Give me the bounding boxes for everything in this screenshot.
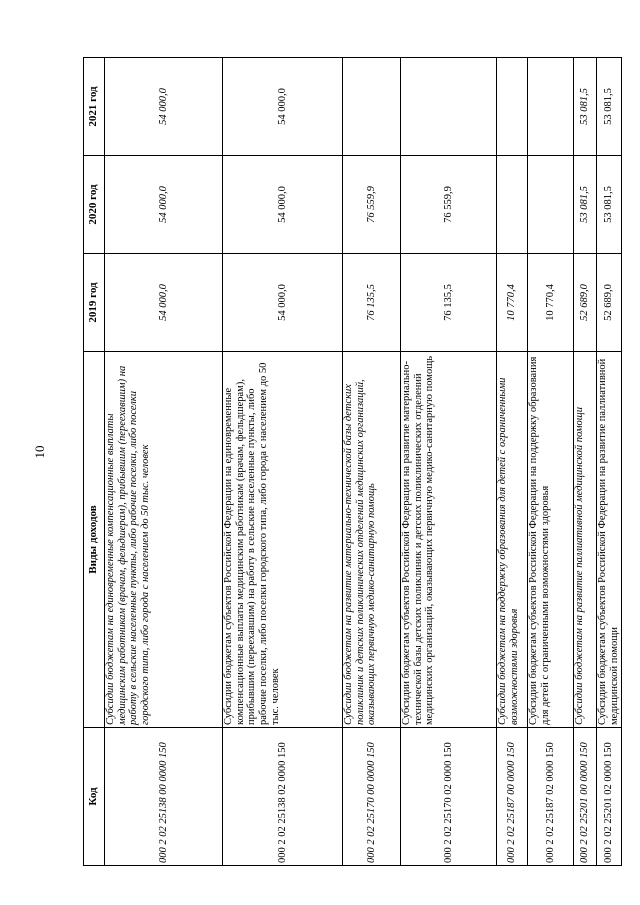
value-2021-cell: 53 081,5 [597, 58, 622, 156]
value-2021-cell: 54 000,0 [105, 58, 223, 156]
table-row [223, 58, 343, 866]
header-code: Код [84, 728, 105, 866]
revenue-table [83, 57, 622, 866]
code-cell: 000 2 02 25170 02 0000 150 [401, 728, 497, 866]
value-2021-cell: 53 081,5 [574, 58, 597, 156]
table-row [401, 58, 497, 866]
table-row [597, 58, 622, 866]
value-2020-cell: 53 081,5 [597, 156, 622, 254]
code-cell: 000 2 02 25187 00 0000 150 [497, 728, 528, 866]
description-cell: Субсидии бюджетам субъектов Российской Федерации на развитие материально-технической базы детских поликлиник и детских поликлинических отделений медицинских организаций, оказывающих первичную медико-санитарную помощь [401, 352, 497, 728]
value-2020-cell: 76 559,9 [343, 156, 401, 254]
code-cell: 000 2 02 25201 00 0000 150 [574, 728, 597, 866]
table-row [574, 58, 597, 866]
table-row [343, 58, 401, 866]
table-header-row [84, 58, 105, 866]
value-2019-cell: 76 135,5 [343, 254, 401, 352]
header-2021: 2021 год [84, 58, 105, 156]
table-row [497, 58, 528, 866]
value-2020-cell [497, 156, 528, 254]
value-2021-cell [401, 58, 497, 156]
rotated-table-container [83, 58, 620, 866]
value-2019-cell: 76 135,5 [401, 254, 497, 352]
table-row [105, 58, 223, 866]
value-2019-cell: 52 689,0 [574, 254, 597, 352]
value-2019-cell: 10 770,4 [528, 254, 574, 352]
value-2021-cell [528, 58, 574, 156]
value-2020-cell: 53 081,5 [574, 156, 597, 254]
value-2019-cell: 10 770,4 [497, 254, 528, 352]
value-2020-cell [528, 156, 574, 254]
header-2020: 2020 год [84, 156, 105, 254]
value-2019-cell: 52 689,0 [597, 254, 622, 352]
value-2021-cell: 54 000,0 [223, 58, 343, 156]
code-cell: 000 2 02 25138 02 0000 150 [223, 728, 343, 866]
code-cell: 000 2 02 25187 02 0000 150 [528, 728, 574, 866]
value-2020-cell: 76 559,9 [401, 156, 497, 254]
description-cell: Субсидии бюджетам субъектов Российской Федерации на развитие паллиативной медицинской помощи [597, 352, 622, 728]
table-row [528, 58, 574, 866]
value-2020-cell: 54 000,0 [223, 156, 343, 254]
value-2020-cell: 54 000,0 [105, 156, 223, 254]
description-cell: Субсидии бюджетам на единовременные компенсационные выплаты медицинским работникам (врачам, фельдшерам), прибывшим (переехавшим) на работу в сельские населенные пункты, либо рабочие поселки, либо поселки городского типа, либо города с населением до 50 тыс. человек [105, 352, 223, 728]
description-cell: Субсидии бюджетам на развитие материально-технической базы детских поликлиник и детских поликлинических отделений медицинских организаций, оказывающих первичную медико-санитарную помощь [343, 352, 401, 728]
description-cell: Субсидии бюджетам на развитие паллиативной медицинской помощи [574, 352, 597, 728]
description-cell: Субсидии бюджетам субъектов Российской Федерации на единовременные компенсационные выплаты медицинским работникам (врачам, фельдшерам), прибывшим (переехавшим) на работу в сельские населенные пункты, либо рабочие поселки, либо поселки городского типа, либо города с населением до 50 тыс. человек [223, 352, 343, 728]
value-2021-cell [497, 58, 528, 156]
value-2021-cell [343, 58, 401, 156]
code-cell: 000 2 02 25201 02 0000 150 [597, 728, 622, 866]
value-2019-cell: 54 000,0 [223, 254, 343, 352]
header-revenue-type: Виды доходов [84, 352, 105, 728]
value-2019-cell: 54 000,0 [105, 254, 223, 352]
code-cell: 000 2 02 25170 00 0000 150 [343, 728, 401, 866]
description-cell: Субсидии бюджетам субъектов Российской Федерации на поддержку образования для детей с ограниченными возможностями здоровья [528, 352, 574, 728]
description-cell: Субсидии бюджетам на поддержку образования для детей с ограниченными возможностями здоровья [497, 352, 528, 728]
code-cell: 000 2 02 25138 00 0000 150 [105, 728, 223, 866]
header-2019: 2019 год [84, 254, 105, 352]
page-number: 10 [32, 445, 47, 459]
